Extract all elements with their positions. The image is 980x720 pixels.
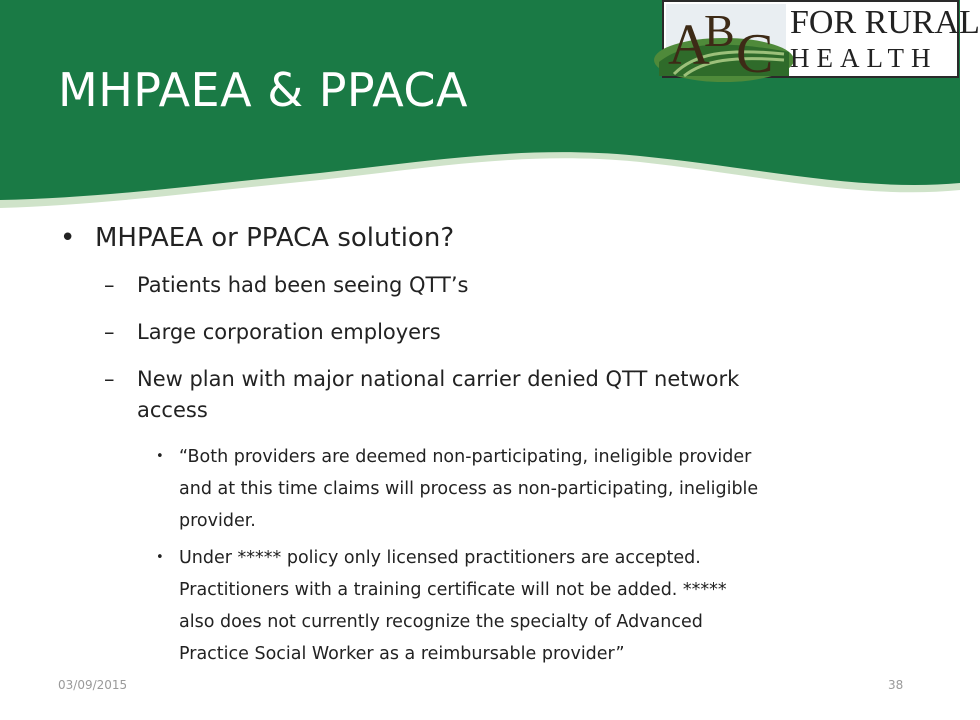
dot-marker: • — [156, 449, 164, 464]
dash-marker: – — [104, 367, 115, 391]
svg-text:A: A — [668, 12, 710, 77]
bullet-l2-text-line1: New plan with major national carrier denied QTT network — [137, 367, 740, 391]
bullet-l3-text-line3: provider. — [179, 511, 256, 531]
bullet-l3-text-line2: and at this time claims will process as non-participating, ineligible — [179, 479, 759, 499]
bullet-marker: • — [60, 223, 76, 253]
dot-marker: • — [156, 550, 164, 565]
bullet-l2-text: Large corporation employers — [137, 320, 441, 344]
bullet-l2-text: Patients had been seeing QTT’s — [137, 273, 469, 297]
footer-date: 03/09/2015 — [58, 678, 128, 692]
bullet-l3-text-line4: Practice Social Worker as a reimbursable provider” — [179, 644, 625, 664]
bullet-l3-text-line1: “Both providers are deemed non-participating, ineligible provider — [179, 447, 752, 467]
bullet-l3-text-line1: Under ***** policy only licensed practitioners are accepted. — [179, 548, 701, 568]
bullet-l2-text-line2: access — [137, 398, 208, 422]
logo-text-health: HEALTH — [790, 43, 938, 73]
bullet-l3-text-line3: also does not currently recognize the specialty of Advanced — [179, 612, 703, 632]
dash-marker: – — [104, 273, 115, 297]
svg-text:B: B — [704, 5, 735, 56]
dash-marker: – — [104, 320, 115, 344]
logo-text-for-rural: FOR RURAL — [790, 4, 980, 41]
svg-text:C: C — [736, 23, 774, 85]
bullet-l1-text: MHPAEA or PPACA solution? — [95, 223, 455, 253]
slide-title: MHPAEA & PPACA — [58, 63, 468, 117]
bullet-l3-text-line2: Practitioners with a training certificate will not be added. ***** — [179, 580, 727, 600]
footer-page-number: 38 — [888, 678, 904, 692]
